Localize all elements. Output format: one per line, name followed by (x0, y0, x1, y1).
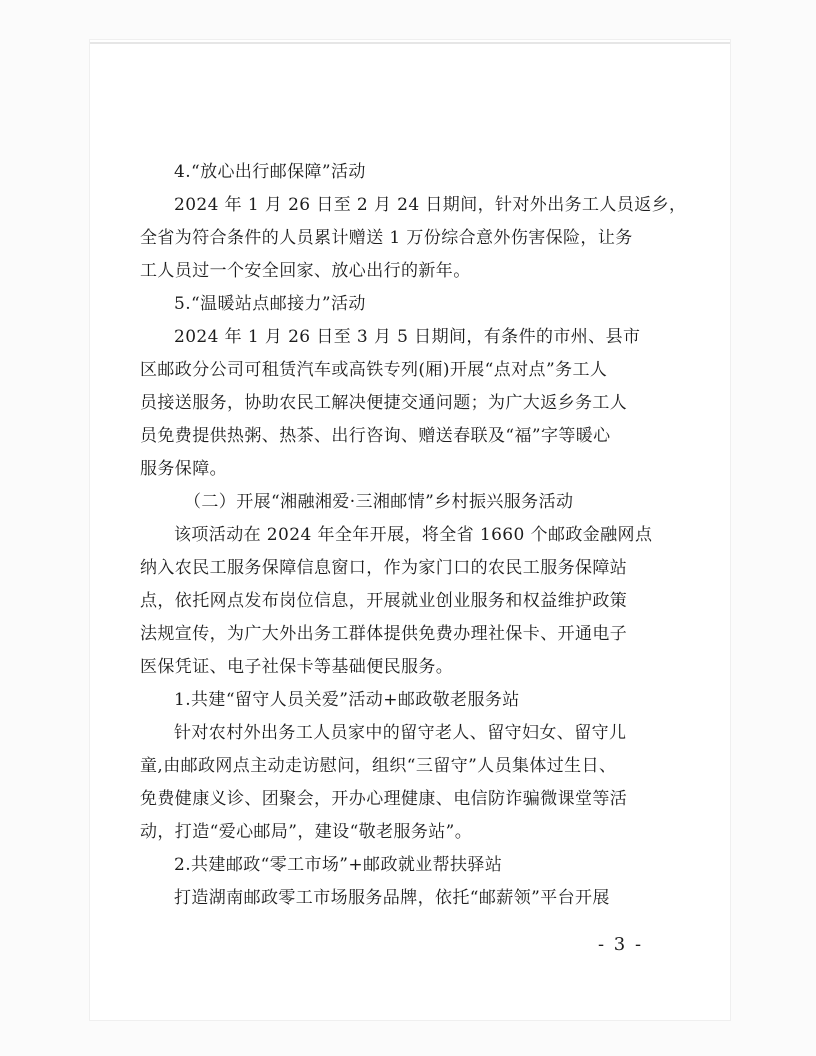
document-body (140, 156, 687, 915)
paragraph-line: 员接送服务，协助农民工解决便捷交通问题；为广大返乡务工人 (140, 393, 628, 413)
section-heading-2: （二）开展“湘融湘爱·三湘邮情”乡村振兴服务活动 (184, 492, 574, 512)
paragraph-line: 员免费提供热粥、热茶、出行咨询、赠送春联及“福”字等暖心 (140, 426, 611, 446)
paragraph-line: 法规宣传，为广大外出务工群体提供免费办理社保卡、开通电子 (140, 624, 628, 644)
paragraph-line: 2024 年 1 月 26 日至 3 月 5 日期间，有条件的市州、县市 (174, 327, 641, 347)
paragraph-line: 免费健康义诊、团聚会，开办心理健康、电信防诈骗微课堂等活 (140, 789, 628, 809)
heading-item-5: 5.“温暖站点邮接力”活动 (174, 294, 366, 314)
paragraph-line: 区邮政分公司可租赁汽车或高铁专列(厢)开展“点对点”务工人 (140, 360, 608, 380)
paragraph-line: 全省为符合条件的人员累计赠送 1 万份综合意外伤害保险，让务 (140, 228, 633, 248)
heading-item-1: 1.共建“留守人员关爱”活动+邮政敬老服务站 (174, 690, 520, 710)
paragraph-line: 2024 年 1 月 26 日至 2 月 24 日期间，针对外出务工人员返乡， (174, 195, 687, 215)
paragraph-line: 服务保障。 (140, 459, 227, 479)
paragraph-line: 工人员过一个安全回家、放心出行的新年。 (140, 261, 471, 281)
paragraph-line: 童,由邮政网点主动走访慰问，组织“三留守”人员集体过生日、 (140, 756, 617, 776)
top-divider (90, 42, 730, 44)
paragraph-line: 针对农村外出务工人员家中的留守老人、留守妇女、留守儿 (174, 723, 627, 743)
heading-item-4: 4.“放心出行邮保障”活动 (174, 162, 366, 182)
paragraph-line: 打造湖南邮政零工市场服务品牌，依托“邮薪领”平台开展 (174, 888, 610, 908)
paragraph-line: 医保凭证、电子社保卡等基础便民服务。 (140, 657, 454, 677)
heading-item-2: 2.共建邮政“零工市场”+邮政就业帮扶驿站 (174, 855, 503, 875)
paragraph-line: 该项活动在 2024 年全年开展，将全省 1660 个邮政金融网点 (174, 525, 653, 545)
paragraph-line: 纳入农民工服务保障信息窗口，作为家门口的农民工服务保障站 (140, 558, 628, 578)
page-number: - 3 - (598, 934, 644, 955)
paragraph-line: 点，依托网点发布岗位信息，开展就业创业服务和权益维护政策 (140, 591, 628, 611)
paragraph-line: 动，打造“爱心邮局”，建设“敬老服务站”。 (140, 822, 473, 842)
